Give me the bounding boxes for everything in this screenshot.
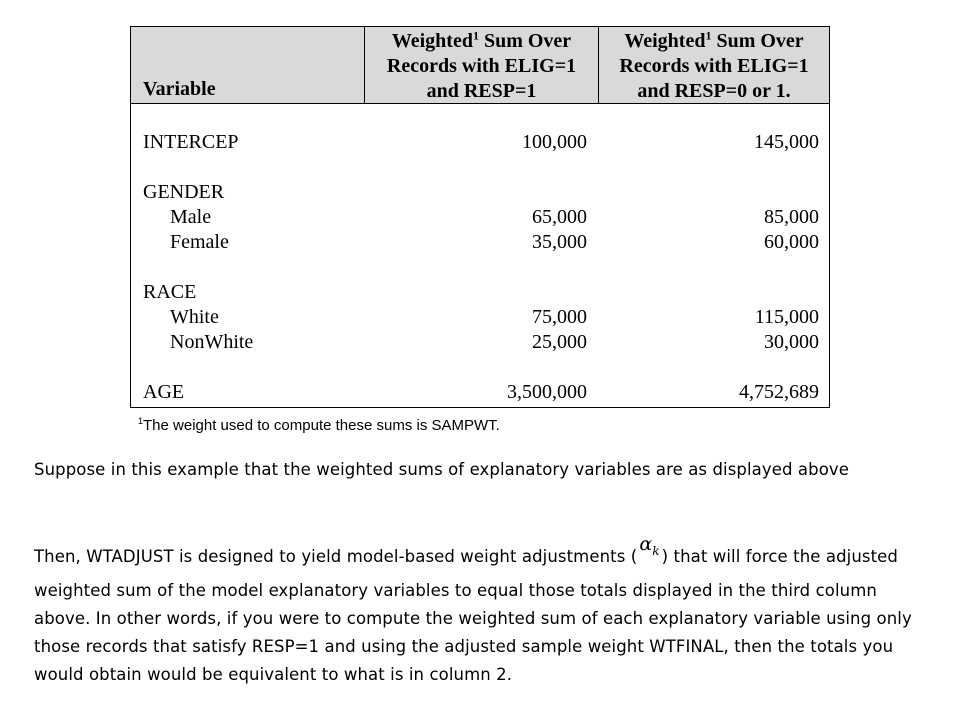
table-row xyxy=(131,131,829,156)
header-col2-cell xyxy=(599,27,829,103)
alpha-subscript: k xyxy=(652,543,660,558)
row-value-col2: 60,000 xyxy=(764,231,819,253)
header-col2-line2: Records with ELIG=1 xyxy=(619,55,809,77)
row-label: GENDER xyxy=(143,181,225,203)
table-header xyxy=(131,27,829,104)
table-row xyxy=(131,331,829,356)
row-value-col2: 115,000 xyxy=(754,306,819,328)
header-variable-cell xyxy=(131,27,365,103)
paragraph-intro: Suppose in this example that the weighted sums of explanatory variables are as displayed above xyxy=(34,460,850,479)
header-col2-sup: 1 xyxy=(705,28,712,43)
header-col1-sup: 1 xyxy=(472,28,479,43)
alpha-symbol: α xyxy=(639,533,653,555)
row-value-col2: 4,752,689 xyxy=(739,381,819,403)
paragraph-explanation xyxy=(34,533,914,689)
table-row xyxy=(131,206,829,231)
row-label: White xyxy=(170,306,219,328)
paragraph-explanation-start: Then, WTADJUST is designed to yield model-based weight adjustments ( xyxy=(34,547,638,566)
table-footnote xyxy=(138,416,500,434)
table-row xyxy=(131,306,829,331)
row-value-col1: 65,000 xyxy=(532,206,587,228)
header-col1-line2: Records with ELIG=1 xyxy=(386,55,577,77)
table-row xyxy=(131,381,829,406)
header-col1-sum-over: Sum Over xyxy=(478,30,572,52)
row-label: NonWhite xyxy=(170,331,254,353)
weighted-sums-table xyxy=(130,26,830,408)
header-col1-cell xyxy=(365,27,599,103)
header-col2-sum-over: Sum Over xyxy=(711,30,804,52)
row-value-col1: 100,000 xyxy=(522,131,587,153)
paragraph-explanation-end: ) that will force the adjusted weighted sum of the model explanatory variables to equal those totals displayed in the third column above. In other words, if you were to compute the weighted sum of each explanatory variable using only those records that satisfy RESP=1 and using the adjusted sample weight WTFINAL, then the totals you would obtain would be equivalent to what is in column 2. xyxy=(34,547,912,684)
footnote-marker: 1 xyxy=(138,416,144,426)
row-value-col2: 30,000 xyxy=(764,331,819,353)
table-row xyxy=(131,231,829,256)
row-label: INTERCEP xyxy=(143,131,239,153)
header-variable-label: Variable xyxy=(143,78,216,100)
header-col2-weighted: Weighted xyxy=(624,30,706,52)
row-value-col1: 25,000 xyxy=(532,331,587,353)
header-col1-weighted: Weighted xyxy=(391,30,473,52)
alpha-k-symbol xyxy=(639,530,659,565)
row-label: AGE xyxy=(143,381,185,403)
row-value-col1: 35,000 xyxy=(532,231,587,253)
table-row xyxy=(131,181,829,206)
header-col1-line3: and RESP=1 xyxy=(426,80,537,102)
row-value-col1: 3,500,000 xyxy=(507,381,587,403)
row-value-col1: 75,000 xyxy=(532,306,587,328)
row-label: RACE xyxy=(143,281,197,303)
footnote-text: The weight used to compute these sums is SAMPWT. xyxy=(143,417,500,434)
row-value-col2: 85,000 xyxy=(764,206,819,228)
row-value-col2: 145,000 xyxy=(754,131,819,153)
header-col2-line3: and RESP=0 or 1. xyxy=(637,80,791,102)
row-label: Female xyxy=(170,231,229,253)
table-row xyxy=(131,281,829,306)
row-label: Male xyxy=(170,206,212,228)
